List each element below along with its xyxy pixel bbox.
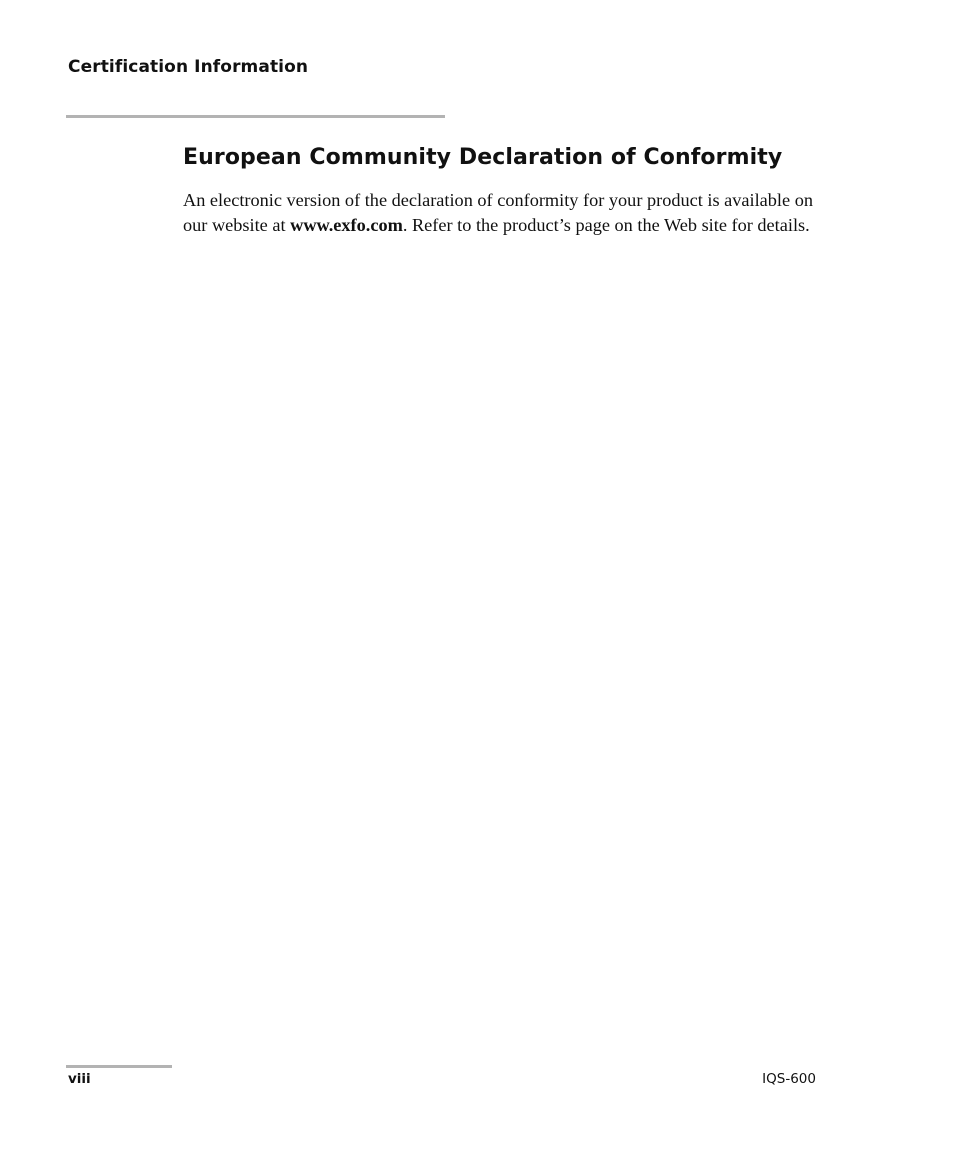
footer-rule bbox=[66, 1065, 172, 1068]
section-paragraph bbox=[183, 188, 823, 237]
product-name: IQS-600 bbox=[762, 1071, 816, 1087]
page-number: viii bbox=[68, 1071, 91, 1087]
paragraph-text-after-link: . Refer to the product’s page on the Web site for details. bbox=[402, 214, 810, 235]
website-link[interactable]: www.exfo.com bbox=[290, 214, 403, 235]
paragraph-text-before-link: An electronic version of the declaration of conformity for your product is available on our website at bbox=[183, 190, 813, 235]
section-heading: European Community Declaration of Conformity bbox=[183, 145, 783, 170]
header-rule bbox=[66, 115, 445, 118]
running-header-title: Certification Information bbox=[68, 57, 309, 77]
